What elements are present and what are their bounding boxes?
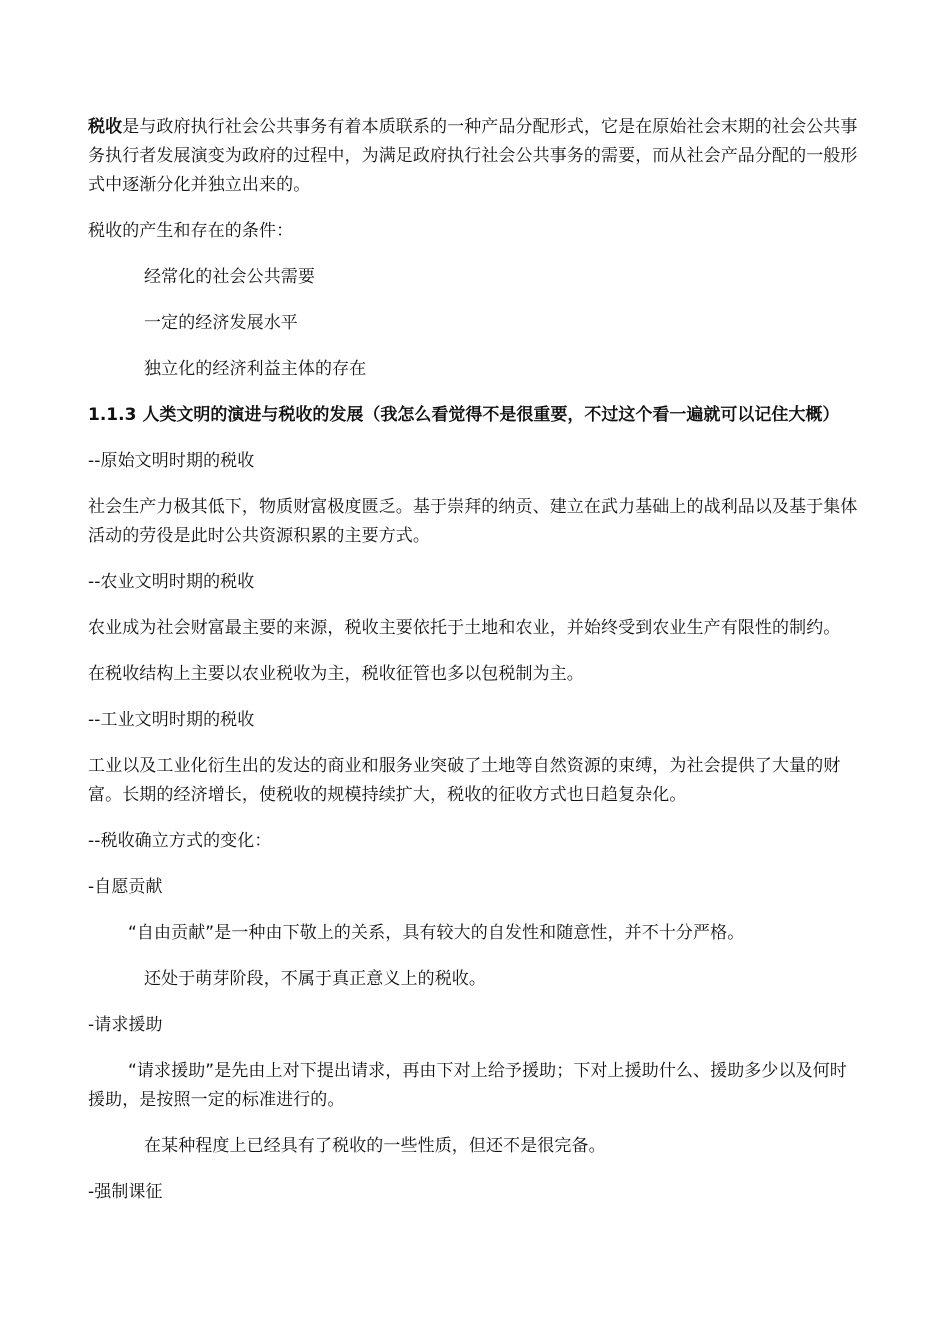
term-tax: 税收 bbox=[88, 117, 123, 137]
primitive-title: --原始文明时期的税收 bbox=[88, 451, 255, 471]
industrial-text: 工业以及工业化衍生出的发达的商业和服务业突破了土地等自然资源的束缚，为社会提供了大量的财富。长期的经济增长，使税收的规模持续扩大，税收的征收方式也日趋复杂化。 bbox=[88, 756, 841, 805]
section-heading: 1.1.3 人类文明的演进与税收的发展（我怎么看觉得不是很重要，不过这个看一遍就可以记住大概） bbox=[88, 405, 840, 425]
agricultural-text-2: 在税收结构上主要以农业税收为主，税收征管也多以包税制为主。 bbox=[88, 664, 584, 684]
primitive-text: 社会生产力极其低下，物质财富极度匮乏。基于崇拜的纳贡、建立在武力基础上的战利品以及基于集体活动的劳役是此时公共资源积累的主要方式。 bbox=[88, 497, 858, 546]
document-page bbox=[88, 113, 863, 1224]
agricultural-title: --农业文明时期的税收 bbox=[88, 572, 255, 592]
agricultural-text-1: 农业成为社会财富最主要的来源，税收主要依托于土地和农业，并始终受到农业生产有限性的制约。 bbox=[88, 618, 841, 638]
request-title: -请求援助 bbox=[88, 1015, 163, 1035]
industrial-title: --工业文明时期的税收 bbox=[88, 710, 255, 730]
voluntary-title: -自愿贡献 bbox=[88, 877, 163, 897]
compulsory-title: -强制课征 bbox=[88, 1182, 163, 1202]
intro-paragraph bbox=[88, 113, 863, 200]
voluntary-text-1: “自由贡献”是一种由下敬上的关系，具有较大的自发性和随意性，并不十分严格。 bbox=[128, 923, 745, 943]
methods-title: --税收确立方式的变化： bbox=[88, 831, 272, 851]
condition-item-1: 经常化的社会公共需要 bbox=[144, 267, 315, 287]
conditions-title: 税收的产生和存在的条件： bbox=[88, 221, 294, 241]
request-text-1: “请求援助”是先由上对下提出请求，再由下对上给予援助；下对上援助什么、援助多少以及何时援助，是按照一定的标准进行的。 bbox=[88, 1061, 847, 1110]
intro-definition: 是与政府执行社会公共事务有着本质联系的一种产品分配形式，它是在原始社会末期的社会公共事务执行者发展演变为政府的过程中，为满足政府执行社会公共事务的需要，而从社会产品分配的一般形式中逐渐分化并独立出来的。 bbox=[88, 117, 858, 195]
condition-item-2: 一定的经济发展水平 bbox=[144, 313, 298, 333]
voluntary-text-2: 还处于萌芽阶段，不属于真正意义上的税收。 bbox=[144, 969, 486, 989]
condition-item-3: 独立化的经济利益主体的存在 bbox=[144, 359, 367, 379]
request-text-2: 在某种程度上已经具有了税收的一些性质，但还不是很完备。 bbox=[144, 1136, 606, 1156]
